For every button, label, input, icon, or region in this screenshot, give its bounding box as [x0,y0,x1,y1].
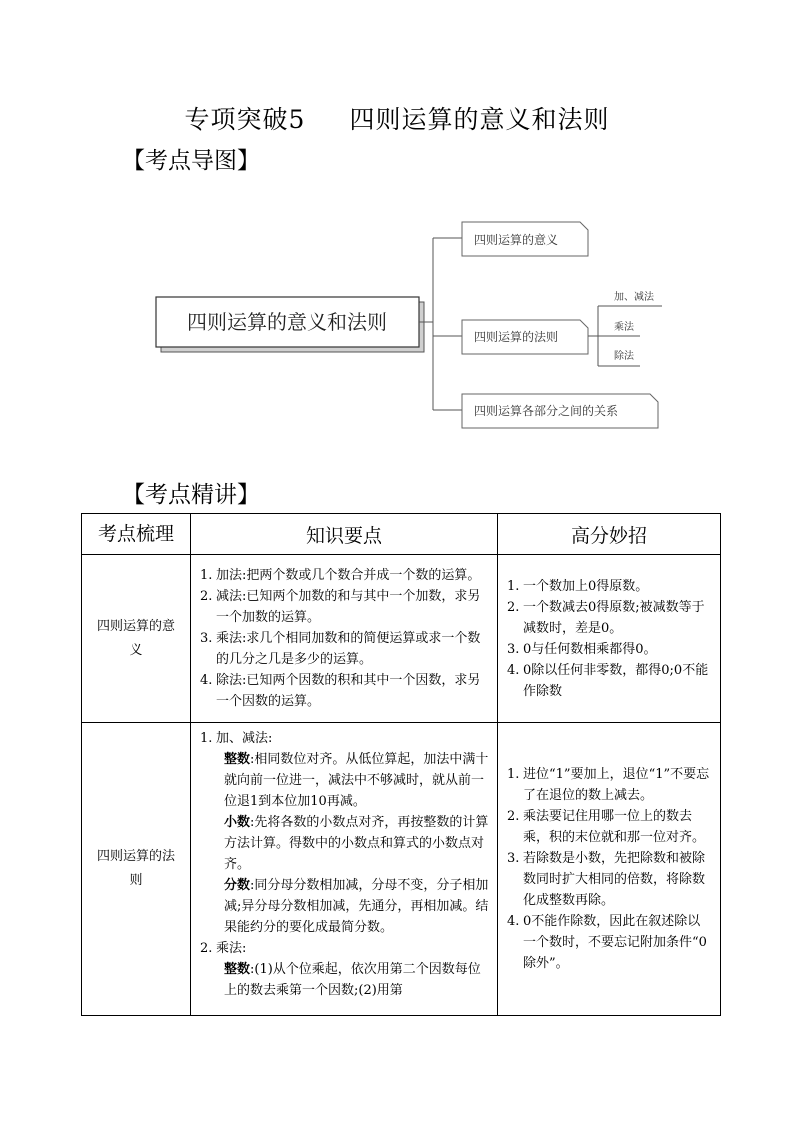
list-item: 2. 乘法: [200,941,247,956]
list-item: 2. 减法:已知两个加数的和与其中一个加数，求另一个加数的运算。 [200,589,481,625]
title-main: 四则运算的意义和法则 [349,105,610,134]
row1-points [191,555,498,723]
mindmap-branch-1: 四则运算的意义 [474,233,559,247]
table-row [82,555,721,723]
list-item: 4. 0除以任何非零数，都得0;0不能作除数 [507,662,709,699]
list-item: 1. 加、减法: [200,731,273,746]
decimal-rule: 小数:先将各数的小数点对齐，再按整数的计算方法计算。得数中的小数点和算式的小数点对齐。 [224,815,489,872]
mindmap-sub-1: 加、减法 [614,292,654,303]
header-tips: 高分妙招 [498,514,721,555]
multiplication-rule: 整数:(1)从个位乘起，依次用第二个因数每位上的数去乘第一个因数;(2)用第 [224,962,481,998]
row1-topic: 四则运算的意义 [82,555,191,723]
table-row [82,723,721,1016]
row2-topic: 四则运算的法则 [82,723,191,1016]
list-item: 3. 乘法:求几个相同加数和的简便运算或求一个数的几分之几是多少的运算。 [200,631,481,667]
header-points: 知识要点 [191,514,498,555]
list-item: 4. 0不能作除数，因此在叙述除以一个数时，不要忘记附加条件“0除外”。 [507,914,707,971]
list-item: 2. 乘法要记住用哪一位上的数去乘，积的末位就和那一位对齐。 [507,809,706,845]
integer-rule: 整数:相同数位对齐。从低位算起，加法中满十就向前一位进一，减法中不够减时，就从前一位退1到本位加10再减。 [224,752,489,809]
fraction-rule: 分数:同分母分数相加减，分母不变，分子相加减;异分母分数相加减，先通分，再相加减。结果能约分的要化成最简分数。 [224,878,489,935]
list-item: 1. 进位“1”要加上，退位“1”不要忘了在退位的数上减去。 [507,767,710,803]
row1-tips [498,555,721,723]
section-heading-map: 【考点导图】 [122,148,260,174]
list-item: 1. 一个数加上0得原数。 [507,578,649,594]
list-item: 3. 0与任何数相乘都得0。 [507,641,657,657]
mindmap-root: 四则运算的意义和法则 [187,310,387,334]
section-heading-detail: 【考点精讲】 [122,482,260,508]
list-item: 3. 若除数是小数，先把除数和被除数同时扩大相同的倍数，将除数化成整数再除。 [507,851,706,908]
mindmap-sub-3: 除法 [614,351,634,362]
row2-points [191,723,498,1016]
mindmap-sub-2: 乘法 [614,322,634,333]
title-prefix: 专项突破5 [184,105,306,134]
list-item: 1. 加法:把两个数或几个数合并成一个数的运算。 [200,568,481,583]
knowledge-table [81,513,721,1016]
list-item: 2. 一个数减去0得原数;被减数等于减数时，差是0。 [507,599,705,636]
mindmap-branch-3: 四则运算各部分之间的关系 [474,404,619,418]
row2-tips [498,723,721,1016]
list-item: 4. 除法:已知两个因数的积和其中一个因数，求另一个因数的运算。 [200,673,481,709]
header-topic: 考点梳理 [82,514,191,555]
mind-map [0,0,794,460]
mindmap-branch-2: 四则运算的法则 [474,330,559,344]
